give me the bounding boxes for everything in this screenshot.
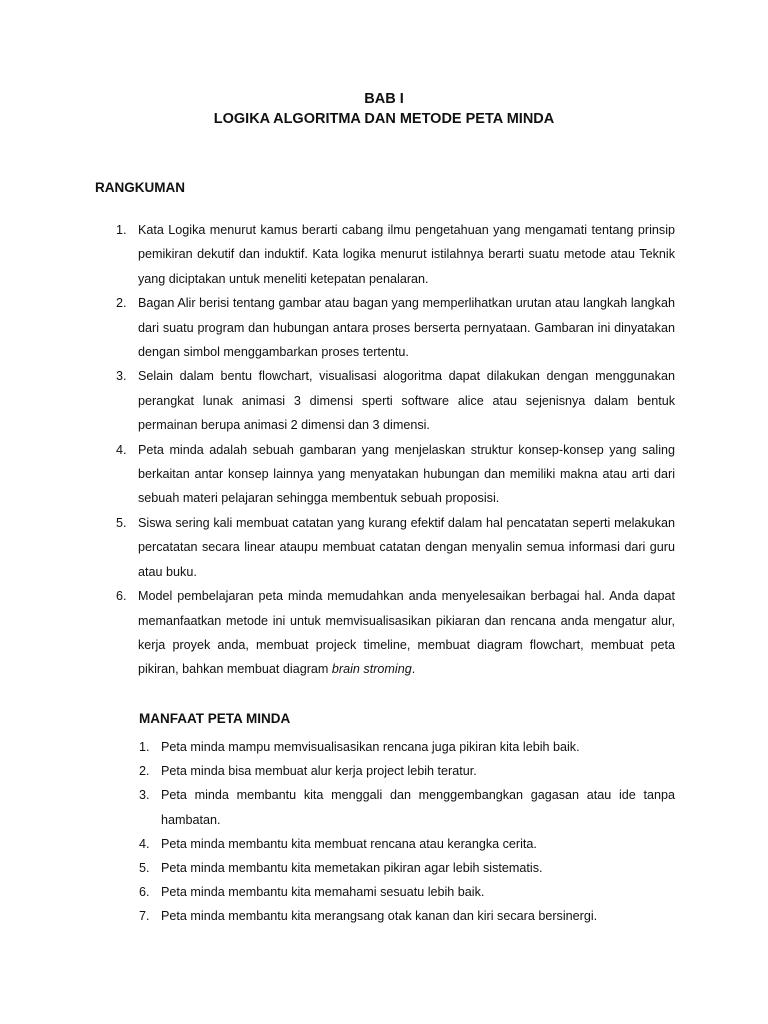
list-item [139,880,675,904]
list-item-text [138,584,675,682]
list-item [139,783,675,831]
list-item-text: Selain dalam bentu flowchart, visualisasi alogoritma dapat dilakukan dengan menggunakan perangkat lunak animasi 3 dimensi sperti software alice atau sejenisnya dalam bentuk permainan berupa animasi 2 dimensi dan 3 dimensi. [138,369,675,433]
list-item-text: Peta minda mampu memvisualisasikan rencana juga pikiran kita lebih baik. [161,740,580,754]
list-item [116,438,675,511]
list-item [116,291,675,364]
list-item-number: 5. [139,861,150,876]
list-item-text: Peta minda membantu kita menggali dan menggembangkan gagasan atau ide tanpa hambatan. [161,788,675,827]
list-item-number: 1. [139,740,150,754]
list-item-text: Peta minda membantu kita membuat rencana atau kerangka cerita. [161,836,537,851]
benefits-list [139,735,675,929]
list-item-text: Peta minda adalah sebuah gambaran yang menjelaskan struktur konsep-konsep yang saling berkaitan antar konsep lainnya yang menyatakan hubungan dan memiliki makna atau arti dari sebuah materi pelajaran sehingga membentuk sebuah proposisi. [138,442,675,506]
list-item-number: 4. [116,442,127,457]
list-item-text: Peta minda membantu kita merangsang otak kanan dan kiri secara bersinergi. [161,909,598,924]
chapter-title: LOGIKA ALGORITMA DAN METODE PETA MINDA [213,111,555,127]
chapter-label: BAB I [364,91,404,107]
list-item-text-main: Model pembelajaran peta minda memudahkan anda menyelesaikan berbagai hal. Anda dapat memanfaatkan metode ini untuk memvisualisasikan pikiaran dan rencana anda mengatur alur, kerja proyek anda, membuat projeck timeline, membuat diagram flowchart, membuat peta pikiran, bahkan membuat diagram [138,589,675,677]
list-item-text-suffix: . [411,662,416,677]
list-item [116,364,675,437]
list-item [116,584,675,682]
list-item [139,904,675,928]
list-item [139,832,675,856]
benefits-heading: MANFAAT PETA MINDA [139,711,291,726]
list-item-text: Siswa sering kali membuat catatan yang kurang efektif dalam hal pencatatan seperti melakukan percatatan secara linear ataupu membuat catatan dengan menyalin semua informasi dari guru atau buku. [138,515,675,579]
list-item [139,856,675,880]
list-item-text: Peta minda bisa membuat alur kerja project lebih teratur. [161,764,477,779]
list-item-text: Peta minda membantu kita memahami sesuatu lebih baik. [161,885,485,900]
list-item [116,218,675,291]
list-item-number: 6. [116,589,127,604]
list-item-number: 3. [116,369,127,384]
list-item-number: 4. [139,836,150,851]
list-item [139,735,675,759]
list-item-text: Peta minda membantu kita memetakan pikiran agar lebih sistematis. [161,861,543,876]
list-item-number: 6. [139,885,150,900]
italic-term: brain stroming [331,662,412,677]
summary-list [116,218,675,682]
list-item-number: 5. [116,515,127,530]
list-item-number: 1. [116,223,127,237]
list-item [116,511,675,584]
list-item-number: 2. [139,764,150,779]
summary-heading: RANGKUMAN [95,180,185,195]
list-item [139,759,675,783]
list-item-text: Bagan Alir berisi tentang gambar atau bagan yang memperlihatkan urutan atau langkah langkah dari suatu program dan hubungan antara proses berserta pernyataan. Gambaran ini dinyatakan dengan simbol menggambarkan proses tertentu. [138,296,675,360]
list-item-number: 2. [116,296,127,311]
list-item-number: 3. [139,788,150,803]
list-item-number: 7. [139,909,150,924]
list-item-text: Kata Logika menurut kamus berarti cabang ilmu pengetahuan yang mengamati tentang prinsip pemikiran dekutif dan induktif. Kata logika menurut istilahnya berarti suatu metode atau Teknik yang diciptakan untuk meneliti ketepatan penalaran. [138,223,675,286]
